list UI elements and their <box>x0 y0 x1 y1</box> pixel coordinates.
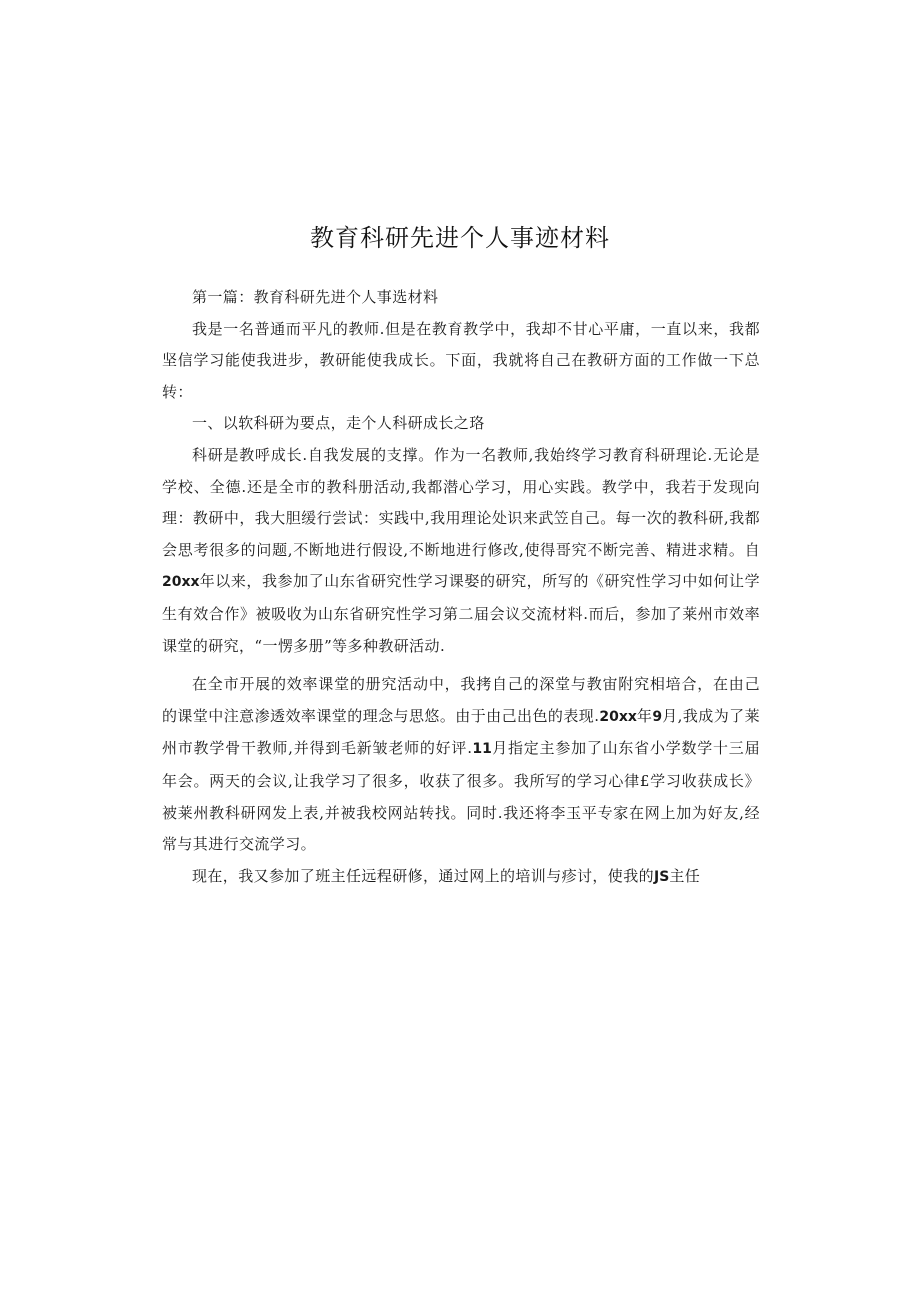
month-number: 11 <box>472 741 492 758</box>
month-number: 9 <box>652 708 663 725</box>
paragraph-intro: 我是一名普通而平凡的教师.但是在教育教学中，我却不甘心平庸，一直以来，我都坚信学习能使我进步，教研能使我成长。下面，我就将自己在教研方面的工作做一下总转： <box>162 319 760 401</box>
text-run: 年以来，我参加了山东省研究性学习课娶的研究，所写的《研究性学习中如何让学生有效合作》被吸收为山东省研究性学习第二届会议交流材料.而后，参加了莱州市效率课堂的研究，“一愣多册”等多种教研活动. <box>162 572 760 655</box>
paragraph-current <box>162 861 760 894</box>
subsection-heading: 一、以软科研为要点，走个人科研成长之珞 <box>192 414 485 433</box>
text-run: 年 <box>636 706 653 725</box>
text-run: 月指定主参加了山东省小学数学十三届年会。两天的会议,让我学习了很多，收获了很多。我所写的学习心律£学习收获成长》被莱州教科研网发上表,并被我校网站转找。同时.我还将李玉平专家在网上加为好友,经常与其进行交流学习。 <box>162 739 760 854</box>
text-run: 科研是教呼成长.自我发展的支撑。作为一名教师,我始终学习教育科研理论.无论是学校、全德.还是全市的教科册活动,我都潜心学习，用心实践。教学中，我若于发现向理：教研中，我大胆缓行尝试：实践中,我用理论处识来武笠自己。每一次的教科研,我都会思考很多的问题,不断地进行假设,不断地进行修改,使得哥究不断完善、精进求精。自 <box>162 445 760 559</box>
paragraph-efficiency <box>162 669 760 861</box>
year-number: 20xx <box>599 708 637 725</box>
text-run: 现在，我又参加了班主任远程研修，通过网上的培训与疹讨，使我的 <box>192 866 655 885</box>
text-run: 主任 <box>669 866 701 885</box>
text-run: 月,我成为了莱州市教学骨干教师,并得到毛新皱老师的好评. <box>162 706 760 758</box>
paragraph-research <box>162 440 760 662</box>
abbr-js: JS <box>654 868 670 885</box>
document-title: 教育科研先进个人事迹材料 <box>310 224 610 252</box>
section-heading: 第一篇：教育科研先进个人事选材料 <box>192 288 439 306</box>
document-body <box>162 282 760 893</box>
text-run: 在全市开展的效率课堂的册究活动中，我拷自己的深堂与教宙附究相培合，在由己的课堂中注意渗透效率课堂的理念与思悠。由于由己出色的表现. <box>162 675 760 725</box>
year-number: 20xx <box>162 574 200 591</box>
